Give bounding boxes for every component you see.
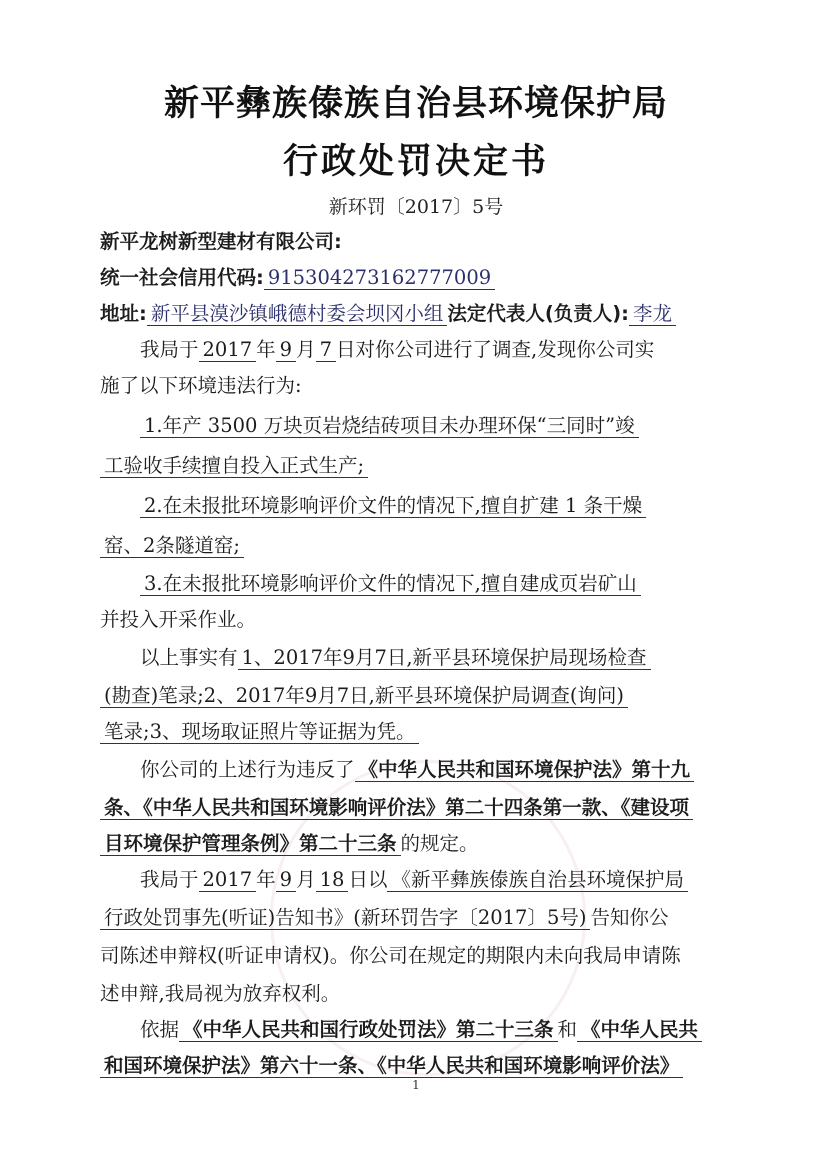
law-line-2 <box>100 794 740 822</box>
page-number: 1 <box>412 1078 420 1092</box>
basis-line-2 <box>100 1052 740 1080</box>
law-citation: 《中华人民共和国环境保护法》第十九 <box>355 758 695 782</box>
evidence-text: (勘查)笔录;2、2017年9月7日,新平县环境保护局调查(询问) <box>100 684 628 708</box>
investigation-day: 7 <box>316 338 336 362</box>
violation-3-line-1 <box>140 570 780 598</box>
text-segment: 你公司的上述行为违反了 <box>140 758 355 781</box>
title-line-1: 新平彝族傣族自治县环境保护局 <box>163 84 668 124</box>
legal-rep-label: 法定代表人(负责人): <box>447 302 629 325</box>
investigation-month: 9 <box>276 338 296 362</box>
evidence-text: 笔录;3、现场取证照片等证据为凭。 <box>100 720 419 744</box>
notice-year: 2017 <box>199 868 257 892</box>
text-segment: 年 <box>256 868 276 891</box>
credit-code-label: 统一社会信用代码: <box>100 266 264 289</box>
law-line-1 <box>140 756 780 784</box>
notice-line-4: 述申辩,我局视为放弃权利。 <box>100 982 341 1005</box>
credit-code-line <box>100 264 740 292</box>
address-line <box>100 300 740 328</box>
violation-2-line-2 <box>100 532 740 560</box>
basis-citation: 《中华人民共 <box>577 1018 702 1042</box>
notice-document: 《新平彝族傣族自治县环境保护局 <box>387 868 688 892</box>
address-value: 新平县漠沙镇峨德村委会坝冈小组 <box>147 302 448 326</box>
text-segment: 告知你公 <box>590 906 669 929</box>
investigation-line-2: 施了以下环境违法行为: <box>100 374 302 397</box>
title-line-2: 行政处罚决定书 <box>282 142 549 182</box>
notice-line-1 <box>140 866 780 894</box>
text-segment: 以上事实有 <box>140 646 238 669</box>
investigation-year: 2017 <box>199 338 257 362</box>
text-segment: 日以 <box>348 868 388 891</box>
law-citation: 目环境保护管理条例》第二十三条 <box>100 832 401 856</box>
violation-2-line-1 <box>140 492 780 520</box>
evidence-line-2 <box>100 682 740 710</box>
notice-line-2 <box>100 904 740 932</box>
basis-citation: 《中华人民共和国行政处罚法》第二十三条 <box>179 1018 558 1042</box>
violation-text: 窑、2条隧道窑; <box>100 534 244 558</box>
evidence-line-3 <box>100 718 740 746</box>
text-segment: 的规定。 <box>400 832 479 855</box>
violation-text: 工验收手续擅自投入正式生产; <box>100 454 368 478</box>
text-segment: 依据 <box>140 1018 180 1041</box>
credit-code-value: 915304273162777009 <box>264 266 495 290</box>
violation-text: 3.在未报批环境影响评价文件的情况下,擅自建成页岩矿山 <box>140 572 641 596</box>
address-label: 地址: <box>100 302 147 325</box>
violation-1-line-1 <box>140 412 780 440</box>
legal-rep-name: 李龙 <box>629 302 676 326</box>
notice-document: 行政处罚事先(听证)告知书》(新环罚告字〔2017〕5号) <box>100 906 590 930</box>
violation-text: 1.年产 3500 万块页岩烧结砖项目未办理环保“三同时”竣 <box>140 414 639 438</box>
violation-text: 2.在未报批环境影响评价文件的情况下,擅自扩建 1 条干燥 <box>140 494 646 518</box>
text-segment: 我局于 <box>140 868 199 891</box>
text-segment: 月 <box>296 338 316 361</box>
investigation-line-1 <box>140 336 780 364</box>
law-line-3 <box>100 830 740 858</box>
notice-day: 18 <box>316 868 349 892</box>
violation-text: 并投入开采作业。 <box>100 608 257 631</box>
text-segment: 日对你公司进行了调查,发现你公司实 <box>336 338 655 361</box>
company-name: 新平龙树新型建材有限公司: <box>100 230 342 253</box>
violation-1-line-2 <box>100 452 740 480</box>
text-segment: 和 <box>557 1018 578 1041</box>
text-segment: 年 <box>256 338 276 361</box>
evidence-line-1 <box>140 644 780 672</box>
basis-citation: 和国环境保护法》第六十一条、《中华人民共和国环境影响评价法》 <box>100 1054 683 1078</box>
violation-3-line-2 <box>100 606 740 634</box>
notice-line-3: 司陈述申辩权(听证申请权)。你公司在规定的期限内未向我局申请陈 <box>100 944 681 967</box>
text-segment: 我局于 <box>140 338 199 361</box>
document-number: 新环罚〔2017〕5号 <box>328 196 504 218</box>
notice-month: 9 <box>276 868 296 892</box>
text-segment: 月 <box>296 868 316 891</box>
evidence-text: 1、2017年9月7日,新平县环境保护局现场检查 <box>238 646 651 670</box>
basis-line-1 <box>140 1016 780 1044</box>
law-citation: 条、《中华人民共和国环境影响评价法》第二十四条第一款、《建设项 <box>100 796 693 820</box>
